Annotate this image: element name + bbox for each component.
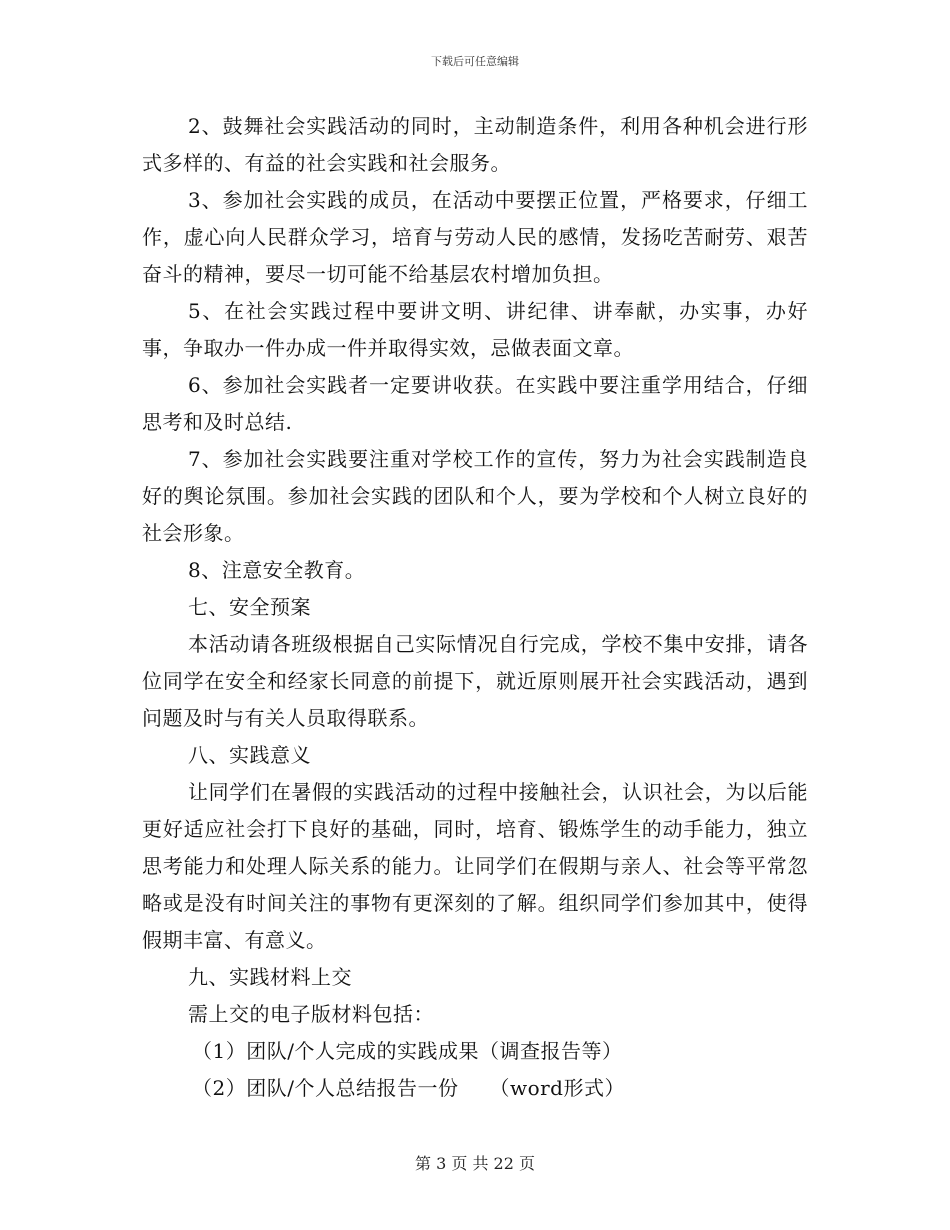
paragraph-7: 7、参加社会实践要注重对学校工作的宣传，努力为社会实践制造良好的舆论氛围。参加社会实践的团队和个人，要为学校和个人树立良好的社会形象。 <box>142 447 808 545</box>
paragraph-materials-intro: 需上交的电子版材料包括： <box>188 1002 434 1026</box>
paragraph-safety-plan: 本活动请各班级根据自己实际情况自行完成，学校不集中安排，请各位同学在安全和经家长同意的前提下，就近原则展开社会实践活动，遇到问题及时与有关人员取得联系。 <box>142 632 808 730</box>
document-body <box>142 108 808 1107</box>
section-heading-materials: 九、实践材料上交 <box>188 965 352 989</box>
section-heading-safety-plan: 七、安全预案 <box>188 595 311 619</box>
page-header: 下载后可任意编辑 <box>431 55 519 68</box>
paragraph-3: 3、参加社会实践的成员，在活动中要摆正位置，严格要求，仔细工作，虚心向人民群众学习，培育与劳动人民的感情，发扬吃苦耐劳、艰苦奋斗的精神，要尽一切可能不给基层农村增加负担。 <box>142 188 808 286</box>
materials-list-item-1: （1）团队/个人完成的实践成果（调查报告等） <box>192 1039 623 1063</box>
paragraph-2: 2、鼓舞社会实践活动的同时，主动制造条件，利用各种机会进行形式多样的、有益的社会实践和社会服务。 <box>142 114 808 175</box>
paragraph-5: 5、在社会实践过程中要讲文明、讲纪律、讲奉献，办实事，办好事，争取办一件办成一件并取得实效，忌做表面文章。 <box>142 299 808 360</box>
paragraph-significance: 让同学们在暑假的实践活动的过程中接触社会，认识社会，为以后能更好适应社会打下良好的基础，同时，培育、锻炼学生的动手能力，独立思考能力和处理人际关系的能力。让同学们在假期与亲人、社会等平常忽略或是没有时间关注的事物有更深刻的了解。组织同学们参加其中，使得假期丰富、有意义。 <box>142 780 808 952</box>
paragraph-6: 6、参加社会实践者一定要讲收获。在实践中要注重学用结合，仔细思考和及时总结. <box>142 373 808 434</box>
section-heading-significance: 八、实践意义 <box>188 743 311 767</box>
materials-list-item-2: （2）团队/个人总结报告一份 （word形式） <box>192 1076 625 1100</box>
paragraph-8: 8、注意安全教育。 <box>188 558 366 582</box>
page-number-footer: 第 3 页 共 22 页 <box>415 1154 535 1173</box>
